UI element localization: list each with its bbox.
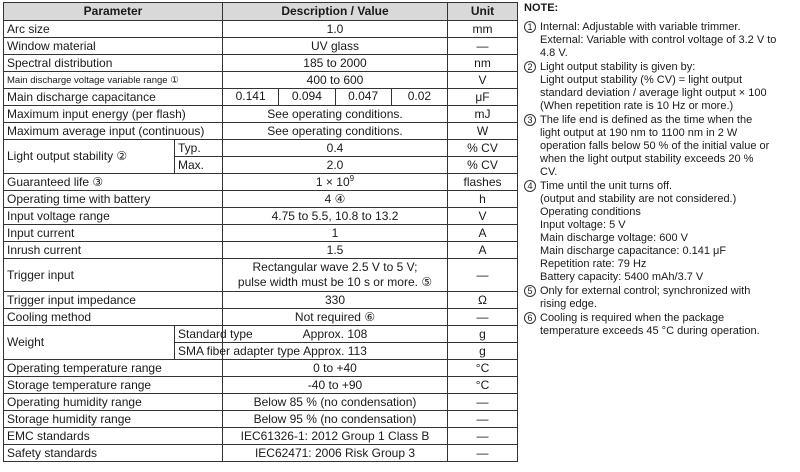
- param-label: Light output stability: [7, 149, 114, 163]
- value-cell: Approx. 108: [223, 326, 448, 343]
- note-line: when the light output stability exceeds 20 %: [540, 153, 754, 165]
- note-line: (output and stability are not considered.): [540, 193, 737, 205]
- note-2: [524, 61, 796, 113]
- unit-cell: W: [448, 123, 518, 140]
- note-line: operation falls below 50 % of the initial value or: [540, 140, 770, 152]
- param-cell: Storage humidity range: [4, 411, 223, 428]
- unit-cell: nm: [448, 55, 518, 72]
- note-marker: ②: [116, 149, 128, 163]
- note-line: Input voltage: 5 V: [540, 219, 626, 231]
- value-line: Rectangular wave 2.5 V to 5 V;: [252, 260, 418, 274]
- table-row: [4, 242, 518, 259]
- note-line: Battery capacity: 5400 mAh/3.7 V: [540, 271, 704, 283]
- param-label: Guaranteed life: [7, 174, 90, 189]
- param-cell: Operating humidity range: [4, 394, 223, 411]
- note-1: [524, 21, 796, 60]
- value-cell: [223, 259, 448, 292]
- value-cell: Below 95 % (no condensation): [223, 411, 448, 428]
- unit-cell: mJ: [448, 106, 518, 123]
- note-line: temperature exceeds 45 °C during operation.: [540, 325, 760, 337]
- value-text: Not required: [294, 309, 361, 324]
- unit-cell: h: [448, 191, 518, 208]
- note-line: 4.8 V.: [540, 47, 568, 59]
- notes-panel: [524, 2, 796, 339]
- value-cell: [223, 191, 448, 208]
- unit-cell: —: [448, 428, 518, 445]
- table-row: [4, 428, 518, 445]
- value-line: pulse width must be 10 s or more.: [237, 275, 418, 289]
- table-row: [4, 89, 518, 106]
- table-row: [4, 174, 518, 191]
- unit-cell: —: [448, 445, 518, 462]
- value-cell: 185 to 2000: [223, 55, 448, 72]
- unit-cell: V: [448, 72, 518, 89]
- value-cell: See operating conditions.: [223, 123, 448, 140]
- unit-cell: V: [448, 208, 518, 225]
- sub-param-cell: Max.: [175, 157, 223, 174]
- unit-cell: g: [448, 343, 518, 360]
- note-line: Cooling is required when the package: [540, 312, 725, 324]
- table-row: [4, 445, 518, 462]
- note-line: The life end is defined as the time when the: [540, 114, 753, 126]
- value-cell: IEC62471: 2006 Risk Group 3: [223, 445, 448, 462]
- notes-title: NOTE:: [524, 2, 559, 14]
- param-cell: Input current: [4, 225, 223, 242]
- param-cell: Input voltage range: [4, 208, 223, 225]
- param-cell: [4, 174, 223, 191]
- note-number: 2: [524, 61, 536, 73]
- header-parameter: Parameter: [4, 3, 223, 21]
- note-marker: ③: [92, 174, 104, 189]
- table-row: [4, 377, 518, 394]
- note-marker: ⑥: [364, 309, 376, 324]
- table-row: [4, 123, 518, 140]
- value-cell: 1.5: [223, 242, 448, 259]
- unit-cell: μF: [448, 89, 518, 106]
- table-row: [4, 72, 518, 89]
- life-base: 1 × 10: [315, 174, 350, 189]
- value-cell: UV glass: [223, 38, 448, 55]
- param-cell: Spectral distribution: [4, 55, 223, 72]
- note-line: CV.: [540, 166, 558, 178]
- header-unit: Unit: [448, 3, 518, 21]
- table-row: [4, 140, 518, 157]
- value-cell: -40 to +90: [223, 377, 448, 394]
- note-line: standard deviation / average light output × 100: [540, 87, 767, 99]
- value-cell: 0 to +40: [223, 360, 448, 377]
- sub-param-cell: SMA fiber adapter type: [175, 343, 223, 360]
- value-cell: Below 85 % (no condensation): [223, 394, 448, 411]
- value-cell: Approx. 113: [223, 343, 448, 360]
- param-cell: Operating temperature range: [4, 360, 223, 377]
- capacitance-value: 0.094: [279, 89, 335, 105]
- value-text: 4: [324, 191, 332, 206]
- capacitance-value: 0.141: [223, 89, 279, 105]
- param-cell: Window material: [4, 38, 223, 55]
- note-line: Main discharge capacitance: 0.141 μF: [540, 245, 727, 257]
- note-number: 3: [524, 114, 536, 126]
- note-5: [524, 285, 796, 311]
- table-row: [4, 360, 518, 377]
- param-cell: Cooling method: [4, 309, 223, 326]
- unit-cell: °C: [448, 360, 518, 377]
- value-cell: 1: [223, 225, 448, 242]
- note-line: Internal: Adjustable with variable trimmer.: [540, 21, 741, 33]
- param-cell: [4, 72, 223, 89]
- note-line: Main discharge voltage: 600 V: [540, 232, 688, 244]
- table-row: [4, 394, 518, 411]
- param-cell: Safety standards: [4, 445, 223, 462]
- unit-cell: —: [448, 259, 518, 292]
- table-row: [4, 191, 518, 208]
- param-cell: Main discharge capacitance: [4, 89, 223, 106]
- unit-cell: °C: [448, 377, 518, 394]
- unit-cell: A: [448, 242, 518, 259]
- header-description: Description / Value: [223, 3, 448, 21]
- note-line: Operating conditions: [540, 206, 641, 218]
- unit-cell: % CV: [448, 140, 518, 157]
- note-number: 4: [524, 180, 536, 192]
- note-line: rising edge.: [540, 298, 597, 310]
- capacitance-value: 0.02: [407, 89, 432, 103]
- table-row: [4, 38, 518, 55]
- param-cell: Trigger input impedance: [4, 292, 223, 309]
- table-row: [4, 309, 518, 326]
- table-row: [4, 259, 518, 292]
- sub-param-cell: Typ.: [175, 140, 223, 157]
- capacitance-value: 0.047: [336, 89, 392, 105]
- note-line: Only for external control; synchronized with: [540, 285, 751, 297]
- note-line: Repetition rate: 79 Hz: [540, 258, 647, 270]
- param-cell: Weight: [4, 326, 175, 360]
- unit-cell: % CV: [448, 157, 518, 174]
- param-cell: EMC standards: [4, 428, 223, 445]
- note-marker: ①: [170, 74, 179, 86]
- param-cell: Arc size: [4, 21, 223, 38]
- note-line: (When repetition rate is 10 Hz or more.): [540, 100, 734, 112]
- note-number: 6: [524, 312, 536, 324]
- unit-cell: —: [448, 394, 518, 411]
- value-cell: 2.0: [223, 157, 448, 174]
- table-row: [4, 106, 518, 123]
- param-cell: Storage temperature range: [4, 377, 223, 394]
- value-cell: 400 to 600: [223, 72, 448, 89]
- table-row: [4, 411, 518, 428]
- specification-table: [3, 2, 518, 462]
- param-cell: Maximum input energy (per flash): [4, 106, 223, 123]
- param-label: Main discharge voltage variable range: [7, 74, 168, 86]
- param-cell: Trigger input: [4, 259, 223, 292]
- note-6: [524, 312, 796, 338]
- note-number: 1: [524, 21, 536, 33]
- unit-cell: —: [448, 38, 518, 55]
- unit-cell: flashes: [448, 174, 518, 191]
- unit-cell: A: [448, 225, 518, 242]
- param-cell: [4, 140, 175, 174]
- value-cell: [223, 309, 448, 326]
- value-cell: 1.0: [223, 21, 448, 38]
- table-row: [4, 326, 518, 343]
- note-line: External: Variable with control voltage of 3.2 V to: [540, 34, 777, 46]
- note-marker: ⑤: [421, 275, 433, 289]
- life-exponent: 9: [349, 173, 355, 183]
- unit-cell: mm: [448, 21, 518, 38]
- table-row: [4, 225, 518, 242]
- value-cell: 330: [223, 292, 448, 309]
- unit-cell: —: [448, 411, 518, 428]
- value-cell: See operating conditions.: [223, 106, 448, 123]
- param-cell: Inrush current: [4, 242, 223, 259]
- note-number: 5: [524, 285, 536, 297]
- note-4: [524, 180, 796, 284]
- note-line: Light output stability (% CV) = light output: [540, 74, 743, 86]
- value-cell: 0.4: [223, 140, 448, 157]
- table-row: [4, 55, 518, 72]
- table-row: [4, 208, 518, 225]
- note-line: Light output stability is given by:: [540, 61, 696, 73]
- value-cell: 4.75 to 5.5, 10.8 to 13.2: [223, 208, 448, 225]
- table-row: [4, 21, 518, 38]
- unit-cell: Ω: [448, 292, 518, 309]
- sub-param-cell: Standard type: [175, 326, 223, 343]
- value-cell: IEC61326-1: 2012 Group 1 Class B: [223, 428, 448, 445]
- param-cell: Maximum average input (continuous): [4, 123, 223, 140]
- note-marker: ④: [334, 191, 346, 206]
- unit-cell: —: [448, 309, 518, 326]
- table-row: [4, 292, 518, 309]
- note-line: light output at 190 nm to 1100 nm in 2 W: [540, 127, 738, 139]
- param-cell: Operating time with battery: [4, 191, 223, 208]
- value-cell: [223, 89, 448, 106]
- note-line: Time until the unit turns off.: [540, 180, 673, 192]
- header-row: [4, 3, 518, 21]
- note-3: [524, 114, 796, 179]
- value-cell: [223, 174, 448, 191]
- unit-cell: g: [448, 326, 518, 343]
